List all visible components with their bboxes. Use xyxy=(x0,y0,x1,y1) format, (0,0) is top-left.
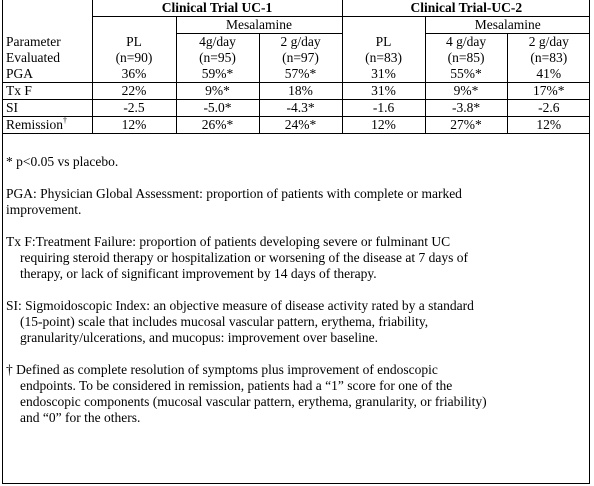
cell: -4.3* xyxy=(259,100,342,117)
trial-header-row xyxy=(2,0,590,17)
col-n: (n=83) xyxy=(507,50,590,66)
cell: 57%* xyxy=(259,66,342,83)
cell: 17%* xyxy=(507,83,590,100)
cell: 12% xyxy=(507,117,590,134)
p-value-note: * p<0.05 vs placebo. xyxy=(6,154,119,169)
cell: 9%* xyxy=(425,83,507,100)
param-header-line2: Evaluated xyxy=(6,50,60,65)
col-n: (n=97) xyxy=(259,50,342,66)
cell: 18% xyxy=(259,83,342,100)
si-note: SI: Sigmoidoscopic Index: an objective measure of disease activity rated by a standard (15-point) scale that includes mucosal vascular pattern, erythema, friability, granularity/ulcerations, and mucopus: improvement over baseline. xyxy=(6,298,474,345)
table-row xyxy=(2,100,590,117)
cell: 9%* xyxy=(176,83,259,100)
cell: 55%* xyxy=(425,66,507,83)
trial2-mesalamine-label: Mesalamine xyxy=(425,17,590,34)
dagger-marker: † xyxy=(63,116,68,125)
remission-note: † Defined as complete resolution of symptoms plus improvement of endoscopic endpoints. To be considered in remission, patients had a “1” score for one of the endoscopic components (mucosal vascular pattern, erythema, granularity, or friability) and “0” for the others. xyxy=(6,362,487,425)
col-n: (n=83) xyxy=(342,50,425,66)
cell: 12% xyxy=(92,117,176,134)
row-label: Tx F xyxy=(2,83,92,100)
col-name: 4g/day xyxy=(176,34,259,51)
col-n: (n=85) xyxy=(425,50,507,66)
cell: 31% xyxy=(342,83,425,100)
cell: 41% xyxy=(507,66,590,83)
pga-note: PGA: Physician Global Assessment: proportion of patients with complete or marked improvement. xyxy=(6,186,462,217)
table-row xyxy=(2,66,590,83)
cell: -2.6 xyxy=(507,100,590,117)
cell: 27%* xyxy=(425,117,507,134)
table-row xyxy=(2,83,590,100)
cell: 31% xyxy=(342,66,425,83)
cell: 59%* xyxy=(176,66,259,83)
cell: -2.5 xyxy=(92,100,176,117)
mesalamine-header-row xyxy=(2,17,590,34)
col-name: PL xyxy=(342,34,425,51)
column-name-row xyxy=(2,34,590,51)
trial2-title: Clinical Trial-UC-2 xyxy=(342,0,590,17)
row-label: PGA xyxy=(2,66,92,83)
col-name: 2 g/day xyxy=(259,34,342,51)
param-header-line1: Parameter xyxy=(6,34,61,49)
footnotes xyxy=(6,154,584,426)
cell: -3.8* xyxy=(425,100,507,117)
col-n: (n=95) xyxy=(176,50,259,66)
trial1-title: Clinical Trial UC-1 xyxy=(92,0,342,17)
results-table xyxy=(2,0,590,134)
cell: -5.0* xyxy=(176,100,259,117)
txf-note: Tx F:Treatment Failure: proportion of patients developing severe or fulminant UC requiring steroid therapy or hospitalization or worsening of the disease at 7 days of therapy, or lack of significant improvement by 14 days of therapy. xyxy=(6,234,469,281)
cell: 36% xyxy=(92,66,176,83)
col-name: 4 g/day xyxy=(425,34,507,51)
cell: 26%* xyxy=(176,117,259,134)
cell: 22% xyxy=(92,83,176,100)
row-label: SI xyxy=(2,100,92,117)
cell: 24%* xyxy=(259,117,342,134)
col-name: PL xyxy=(92,34,176,51)
cell: 12% xyxy=(342,117,425,134)
table-row xyxy=(2,117,590,134)
col-name: 2 g/day xyxy=(507,34,590,51)
row-label: Remission† xyxy=(2,117,92,134)
col-n: (n=90) xyxy=(92,50,176,66)
column-n-row xyxy=(2,50,590,66)
cell: -1.6 xyxy=(342,100,425,117)
trial1-mesalamine-label: Mesalamine xyxy=(176,17,342,34)
